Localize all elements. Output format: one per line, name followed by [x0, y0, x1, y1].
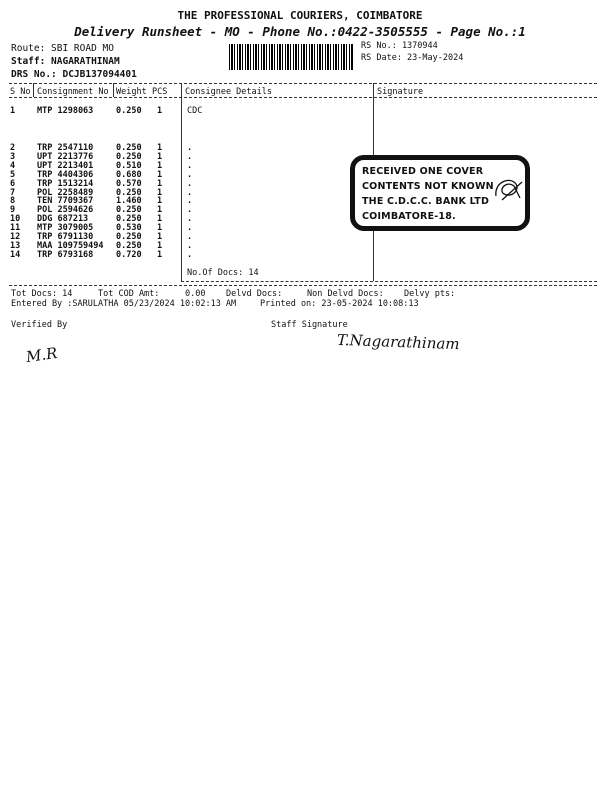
cell-sno: 1: [10, 106, 16, 116]
table-row: [0, 250, 600, 259]
cell-consignee-details: .: [187, 178, 193, 189]
delvy-pts: Delvy pts:: [404, 289, 456, 299]
barcode: [229, 44, 354, 70]
cell-consignment: POL 2258489: [37, 187, 94, 198]
col-pcs: PCS: [152, 87, 168, 97]
verified-initials: M.R: [24, 343, 59, 367]
cell-consignment: UPT 2213401: [37, 160, 94, 171]
col-consignment: Consignment No: [37, 87, 109, 97]
cell-consignment: MTP 3079005: [37, 223, 94, 234]
stamp-line: COIMBATORE-18.: [362, 211, 456, 222]
drs-number: DRS No.: DCJB137094401: [11, 69, 137, 80]
cell-pcs: 1: [157, 106, 163, 116]
table-row: [0, 106, 600, 115]
cell-consignee-details: .: [187, 249, 193, 260]
staff-label: Staff: NAGARATHINAM: [11, 56, 120, 67]
footer-rule: [9, 285, 597, 286]
cell-consignment: DDG 687213: [37, 214, 89, 225]
cell-weight: 0.250: [116, 214, 142, 225]
table-header: [0, 87, 600, 96]
cell-consignee-details: .: [187, 205, 193, 216]
cell-sno: 6: [10, 178, 16, 189]
table-row: [0, 232, 600, 241]
cell-pcs: 1: [157, 223, 163, 234]
cell-consignee-details: .: [187, 223, 193, 234]
cell-pcs: 1: [157, 214, 163, 225]
stamp-signature: [490, 172, 526, 206]
cell-pcs: 1: [157, 160, 163, 171]
tot-cod: Tot COD Amt: 0.00: [98, 289, 206, 299]
cell-sno: 14: [10, 249, 21, 260]
col-consignee: Consignee Details: [185, 87, 272, 97]
cell-weight: 0.570: [116, 178, 142, 189]
cell-consignment: TRP 6793168: [37, 249, 94, 260]
cell-consignment: MAA 109759494: [37, 240, 104, 251]
doc-count: No.Of Docs: 14: [187, 268, 259, 278]
route-label: Route: SBI ROAD MO: [11, 43, 114, 54]
delvd-docs: Delvd Docs:: [226, 289, 283, 299]
cell-weight: 0.250: [116, 240, 142, 251]
staff-signature-label: Staff Signature: [271, 320, 348, 330]
cell-consignee-details: .: [187, 214, 193, 225]
cell-consignee-details: .: [187, 160, 193, 171]
cell-consignment: TRP 1513214: [37, 178, 94, 189]
rs-date: RS Date: 23-May-2024: [361, 53, 464, 63]
cell-sno: 4: [10, 160, 16, 171]
cell-sno: 12: [10, 232, 21, 242]
cell-pcs: 1: [157, 169, 163, 180]
cell-consignment: MTP 1298063: [37, 106, 94, 116]
cell-weight: 0.250: [116, 151, 142, 162]
cell-pcs: 1: [157, 187, 163, 198]
cell-sno: 2: [10, 143, 16, 153]
cell-weight: 1.460: [116, 196, 142, 207]
cell-pcs: 1: [157, 240, 163, 251]
cell-consignee-details: .: [187, 196, 193, 207]
stamp-line: THE C.D.C.C. BANK LTD: [362, 196, 490, 207]
stamp-line: CONTENTS NOT KNOWN: [362, 181, 494, 192]
table-bottom-rule: [181, 281, 597, 282]
cell-consignee-details: .: [187, 151, 193, 162]
cell-pcs: 1: [157, 205, 163, 216]
cell-weight: 0.250: [116, 187, 142, 198]
cell-pcs: 1: [157, 151, 163, 162]
col-sno: S No: [10, 87, 31, 97]
col-weight: Weight: [116, 87, 147, 97]
cell-weight: 0.250: [116, 205, 142, 216]
cell-weight: 0.250: [116, 106, 142, 116]
cell-consignment: UPT 2213776: [37, 151, 94, 162]
stamp-line: RECEIVED ONE COVER: [362, 166, 484, 177]
table-row: [0, 143, 600, 152]
table-header-rule: [9, 97, 597, 98]
cell-sno: 9: [10, 205, 16, 216]
table-top-rule: [9, 83, 597, 84]
cell-weight: 0.250: [116, 143, 142, 153]
cell-consignee-details: .: [187, 169, 193, 180]
printed-on: Printed on: 23-05-2024 10:08:13: [260, 299, 419, 309]
tot-docs: Tot Docs: 14: [11, 289, 73, 299]
cell-sno: 10: [10, 214, 21, 225]
cell-consignment: TRP 4404306: [37, 169, 94, 180]
cell-weight: 0.510: [116, 160, 142, 171]
cell-consignee-details: .: [187, 232, 193, 242]
cell-pcs: 1: [157, 143, 163, 153]
cell-consignee-details: .: [187, 240, 193, 251]
cell-sno: 5: [10, 169, 16, 180]
cell-sno: 7: [10, 187, 16, 198]
cell-consignee-details: .: [187, 187, 193, 198]
cell-consignment: TRP 2547110: [37, 143, 94, 153]
cell-consignee-details: CDC: [187, 106, 203, 116]
cell-consignee-details: .: [187, 143, 193, 153]
cell-pcs: 1: [157, 232, 163, 242]
company-title: THE PROFESSIONAL COURIERS, COIMBATORE: [177, 9, 423, 22]
cell-sno: 3: [10, 151, 16, 162]
cell-weight: 0.530: [116, 223, 142, 234]
rs-number: RS No.: 1370944: [361, 41, 438, 51]
cell-sno: 13: [10, 240, 21, 251]
cell-consignment: TRP 6791130: [37, 232, 94, 242]
cell-consignment: TEN 7709367: [37, 196, 94, 207]
staff-handwritten-signature: T.Nagarathinam: [336, 330, 460, 354]
cell-weight: 0.720: [116, 249, 142, 260]
verified-by-label: Verified By: [11, 320, 68, 330]
cell-pcs: 1: [157, 178, 163, 189]
non-delvd-docs: Non Delvd Docs:: [307, 289, 384, 299]
col-signature: Signature: [377, 87, 424, 97]
cell-sno: 11: [10, 223, 21, 234]
cell-pcs: 1: [157, 249, 163, 260]
cell-sno: 8: [10, 196, 16, 207]
cell-weight: 0.250: [116, 232, 142, 242]
runsheet-subtitle: Delivery Runsheet - MO - Phone No.:0422-3505555 - Page No.:1: [74, 24, 526, 39]
cell-consignment: POL 2594626: [37, 205, 94, 216]
cell-weight: 0.680: [116, 169, 142, 180]
cell-pcs: 1: [157, 196, 163, 207]
table-row: [0, 241, 600, 250]
entered-by: Entered By :SARULATHA 05/23/2024 10:02:13 AM: [11, 299, 237, 309]
